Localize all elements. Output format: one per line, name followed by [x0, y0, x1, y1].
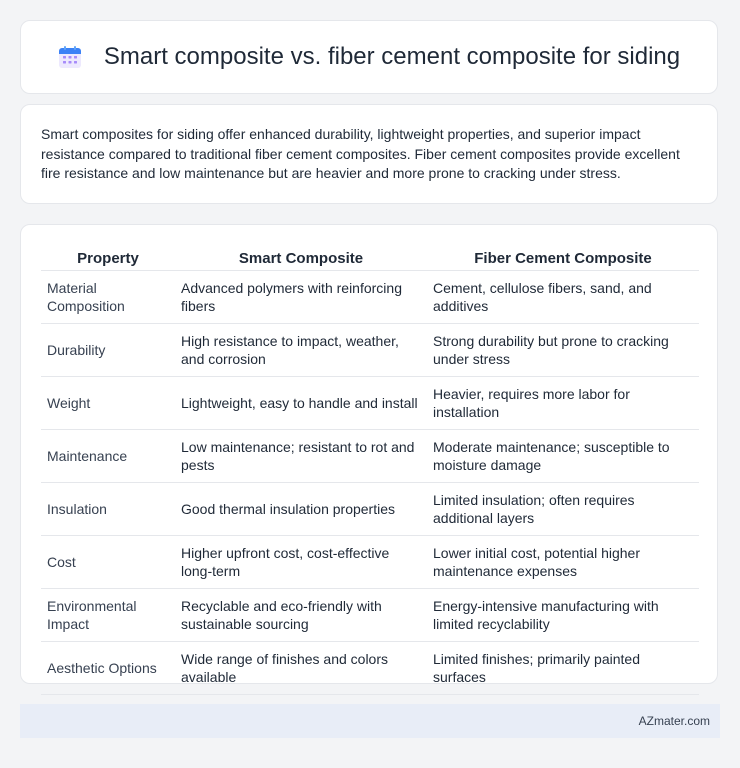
- table-header-row: [41, 245, 699, 271]
- smart-composite-cell: Low maintenance; resistant to rot and pests: [175, 430, 427, 483]
- property-cell: Material Composition: [41, 271, 175, 324]
- comparison-table: [41, 245, 699, 695]
- table-row: [41, 589, 699, 642]
- fiber-cement-cell: Limited finishes; primarily painted surfaces: [427, 642, 699, 695]
- table-row: [41, 483, 699, 536]
- property-cell: Durability: [41, 324, 175, 377]
- page-title: Smart composite vs. fiber cement composite for siding: [103, 43, 681, 70]
- property-cell: Environmental Impact: [41, 589, 175, 642]
- smart-composite-cell: Good thermal insulation properties: [175, 483, 427, 536]
- table-row: [41, 642, 699, 695]
- fiber-cement-cell: Energy-intensive manufacturing with limited recyclability: [427, 589, 699, 642]
- calendar-icon: [58, 45, 82, 69]
- property-cell: Aesthetic Options: [41, 642, 175, 695]
- fiber-cement-cell: Cement, cellulose fibers, sand, and additives: [427, 271, 699, 324]
- summary-text: Smart composites for siding offer enhanced durability, lightweight properties, and superior impact resistance compared to traditional fiber cement composites. Fiber cement composites provide excellent fire resistance and low maintenance but are heavier and more prone to cracking under stress.: [41, 126, 680, 181]
- summary-card: [20, 104, 718, 204]
- header-property: Property: [77, 250, 139, 267]
- title-card: [20, 20, 718, 94]
- title-wrap: [58, 43, 680, 71]
- smart-composite-cell: High resistance to impact, weather, and corrosion: [175, 324, 427, 377]
- smart-composite-cell: Higher upfront cost, cost-effective long-term: [175, 536, 427, 589]
- table-row: [41, 271, 699, 324]
- smart-composite-cell: Advanced polymers with reinforcing fibers: [175, 271, 427, 324]
- footer-brand: AZmater.com: [638, 714, 710, 728]
- property-cell: Weight: [41, 377, 175, 430]
- smart-composite-cell: Wide range of finishes and colors available: [175, 642, 427, 695]
- property-cell: Cost: [41, 536, 175, 589]
- comparison-table-card: [20, 224, 718, 684]
- header-smart-composite: Smart Composite: [238, 250, 364, 267]
- fiber-cement-cell: Heavier, requires more labor for installation: [427, 377, 699, 430]
- property-cell: Maintenance: [41, 430, 175, 483]
- table-row: [41, 430, 699, 483]
- smart-composite-cell: Recyclable and eco-friendly with sustainable sourcing: [175, 589, 427, 642]
- property-cell: Insulation: [41, 483, 175, 536]
- fiber-cement-cell: Limited insulation; often requires additional layers: [427, 483, 699, 536]
- table-row: [41, 324, 699, 377]
- fiber-cement-cell: Moderate maintenance; susceptible to moisture damage: [427, 430, 699, 483]
- header-fiber-cement: Fiber Cement Composite: [474, 250, 652, 267]
- footer: [20, 704, 720, 738]
- fiber-cement-cell: Strong durability but prone to cracking under stress: [427, 324, 699, 377]
- table-row: [41, 536, 699, 589]
- fiber-cement-cell: Lower initial cost, potential higher maintenance expenses: [427, 536, 699, 589]
- smart-composite-cell: Lightweight, easy to handle and install: [175, 377, 427, 430]
- table-row: [41, 377, 699, 430]
